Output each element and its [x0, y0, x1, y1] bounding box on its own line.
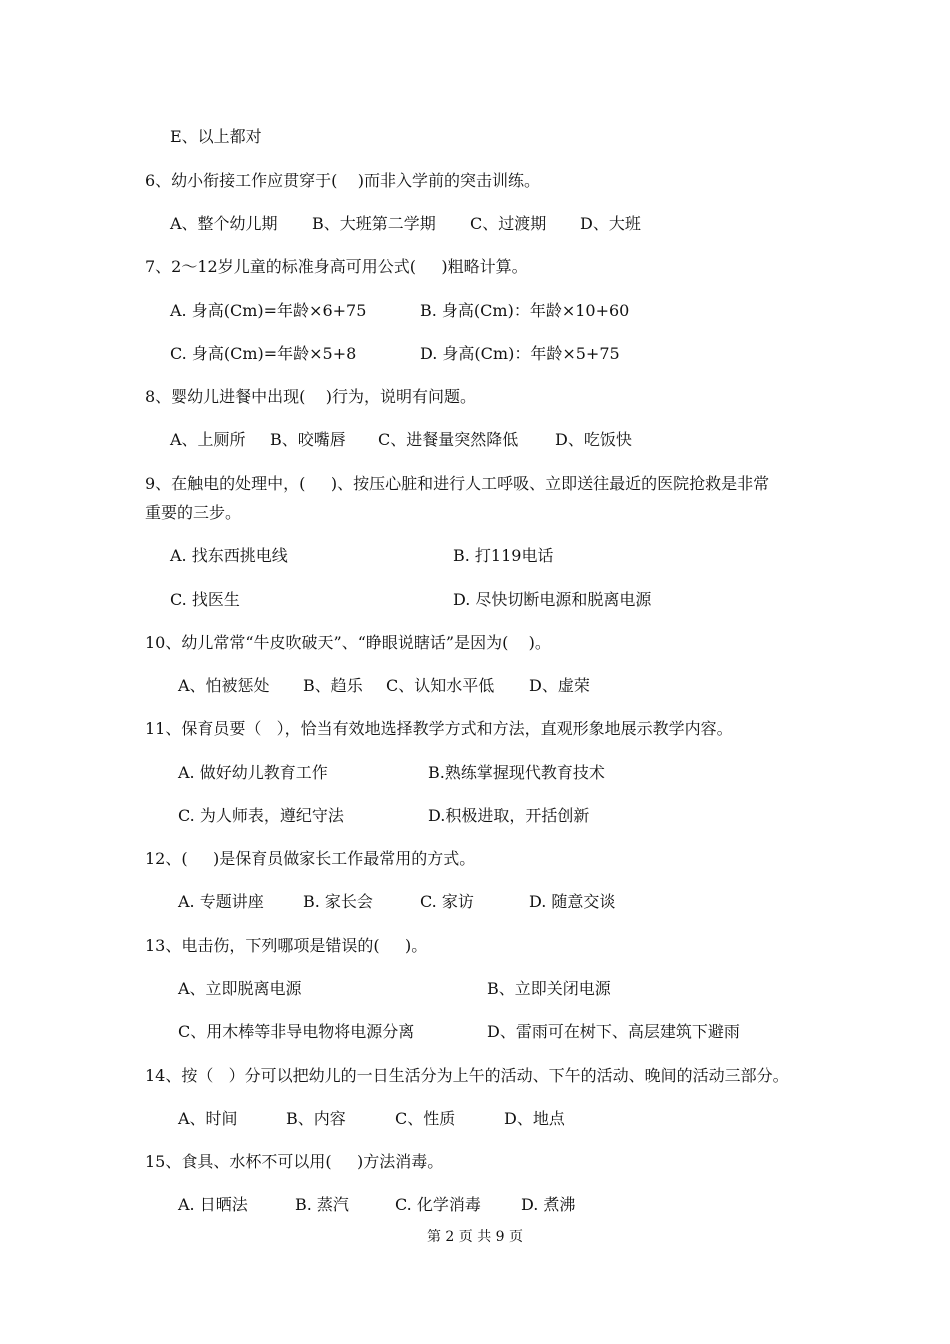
- option-b: B、趋乐: [303, 676, 363, 695]
- option-c: C、用木棒等非导电物将电源分离: [178, 1022, 415, 1041]
- option-c: C. 身高(Cm)=年龄×5+8: [170, 344, 357, 363]
- option-b: B、咬嘴唇: [270, 430, 346, 449]
- option-d: D、雷雨可在树下、高层建筑下避雨: [487, 1022, 740, 1041]
- option-c: C、性质: [395, 1109, 456, 1128]
- page-footer: 第 2 页 共 9 页: [426, 1229, 524, 1245]
- option-a: A、立即脱离电源: [178, 979, 302, 998]
- option-b: B. 身高(Cm)：年龄×10+60: [420, 301, 630, 320]
- option-a: A. 身高(Cm)=年龄×6+75: [170, 301, 367, 320]
- option-d: D、大班: [580, 214, 641, 233]
- option-c: C. 化学消毒: [395, 1195, 481, 1214]
- option-d: D、地点: [504, 1109, 565, 1128]
- option-b: B、内容: [286, 1109, 346, 1128]
- option-b: B. 打119电话: [453, 546, 554, 565]
- option-a: A. 做好幼儿教育工作: [178, 763, 328, 782]
- option-d: D. 身高(Cm)：年龄×5+75: [420, 344, 620, 363]
- question-13: 13、电击伤，下列哪项是错误的( )。: [145, 936, 428, 955]
- option-a: A. 专题讲座: [178, 892, 264, 911]
- question-14: 14、按（ ）分可以把幼儿的一日生活分为上午的活动、下午的活动、晚间的活动三部分。: [145, 1066, 789, 1085]
- question-15: 15、食具、水杯不可以用( )方法消毒。: [145, 1152, 444, 1171]
- question-12: 12、( )是保育员做家长工作最常用的方式。: [145, 849, 476, 868]
- option-d: D. 煮沸: [521, 1195, 576, 1214]
- question-8: 8、婴幼儿进餐中出现( )行为，说明有问题。: [145, 387, 477, 406]
- option-line: E、以上都对: [170, 127, 262, 146]
- option-d: D.积极进取，开括创新: [428, 806, 590, 825]
- option-a: A. 日晒法: [178, 1195, 248, 1214]
- question-7: 7、2～12岁儿童的标准身高可用公式( )粗略计算。: [145, 257, 528, 276]
- option-a: A、怕被惩处: [178, 676, 270, 695]
- option-c: C、认知水平低: [386, 676, 495, 695]
- option-b: B. 家长会: [303, 892, 373, 911]
- option-c: C. 为人师表，遵纪守法: [178, 806, 344, 825]
- option-d: D. 随意交谈: [529, 892, 616, 911]
- option-d: D、虚荣: [529, 676, 590, 695]
- option-c: C. 找医生: [170, 590, 240, 609]
- question-9: 9、在触电的处理中，( )、按压心脏和进行人工呼吸、立即送往最近的医院抢救是非常: [145, 474, 770, 493]
- option-a: A. 找东西挑电线: [170, 546, 288, 565]
- option-b: B.熟练掌握现代教育技术: [428, 763, 605, 782]
- question-11: 11、保育员要（ ），恰当有效地选择教学方式和方法，直观形象地展示教学内容。: [145, 719, 733, 738]
- option-b: B、大班第二学期: [312, 214, 436, 233]
- option-b: B、立即关闭电源: [487, 979, 611, 998]
- option-d: D. 尽快切断电源和脱离电源: [453, 590, 652, 609]
- option-c: C、过渡期: [470, 214, 547, 233]
- option-a: A、上厕所: [170, 430, 246, 449]
- option-d: D、吃饭快: [555, 430, 632, 449]
- question-9-cont: 重要的三步。: [145, 503, 242, 522]
- option-a: A、时间: [178, 1109, 238, 1128]
- question-6: 6、幼小衔接工作应贯穿于( )而非入学前的突击训练。: [145, 171, 541, 190]
- option-c: C、进餐量突然降低: [378, 430, 519, 449]
- option-b: B. 蒸汽: [295, 1195, 349, 1214]
- option-c: C. 家访: [420, 892, 474, 911]
- option-a: A、整个幼儿期: [170, 214, 278, 233]
- question-10: 10、幼儿常常“牛皮吹破天”、“睁眼说瞎话”是因为( )。: [145, 633, 551, 652]
